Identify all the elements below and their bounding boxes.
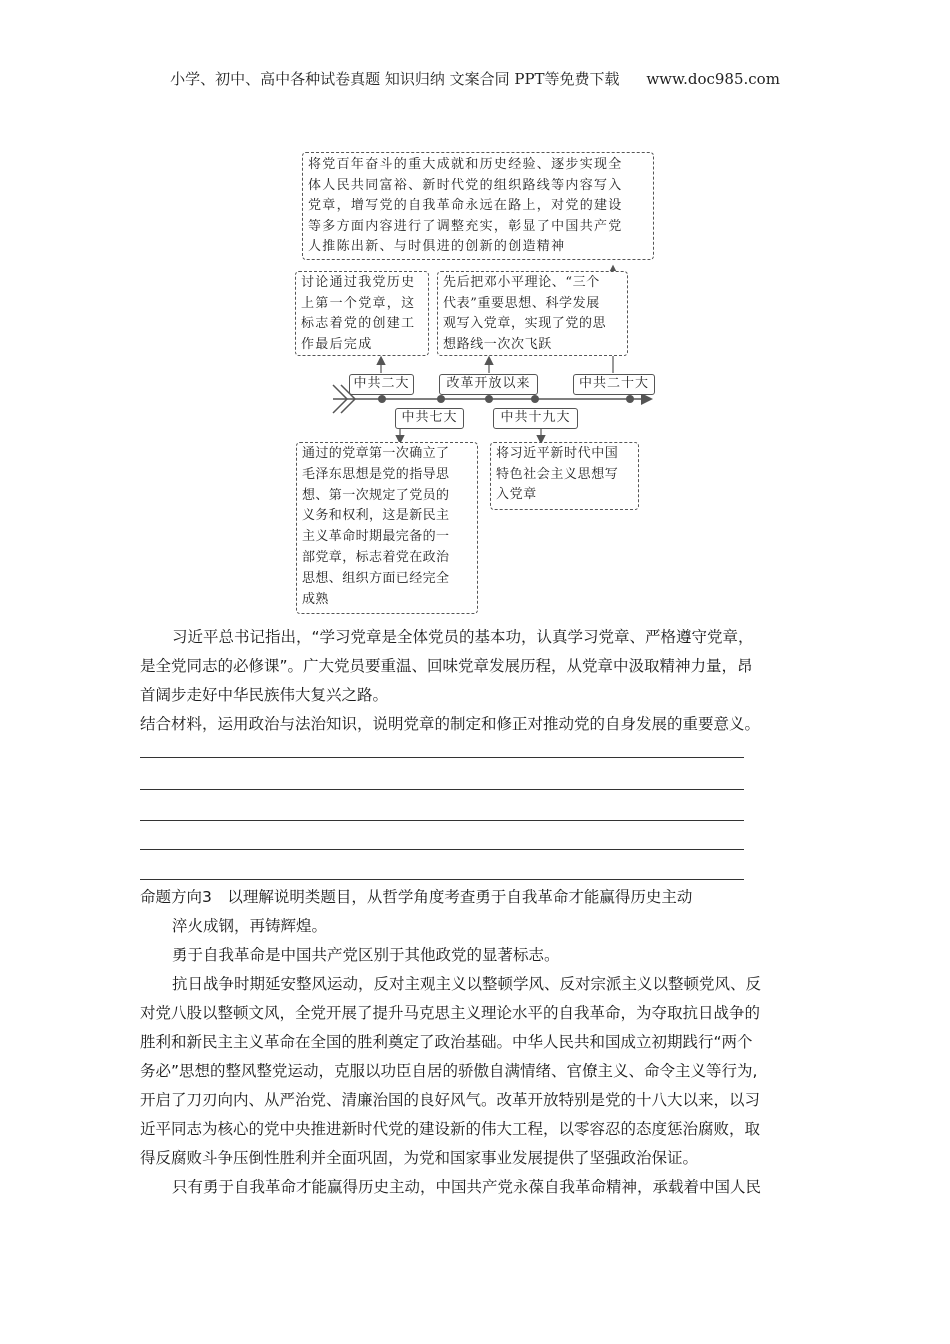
quote-paragraph: 习近平总书记指出，“学习党章是全体党员的基本功，认真学习党章、严格遵守党章， 是全党同志的必修课”。广大党员要重温、回味党章发展历程，从党章中汲取精神力量，昂 首阔步走好中华民族伟大复兴之路。 结合材料，运用政治与法治知识，说明党章的制定和修正对推动党的自身发展的重要意义。 xyxy=(140,623,820,739)
answer-line[interactable] xyxy=(140,820,744,821)
box-cpc20-content: 将党百年奋斗的重大成就和历史经验、逐步实现全 体人民共同富裕、新时代党的组织路线等内容写入 党章，增写党的自我革命永远在路上，对党的建设 等多方面内容进行了调整充实，彰显了中国共产党 人推陈出新、与时俱进的创新的创造精神 xyxy=(302,152,654,260)
answer-line[interactable] xyxy=(140,789,744,790)
timeline-dot xyxy=(531,395,539,403)
answer-line[interactable] xyxy=(140,849,744,850)
timeline-dot xyxy=(378,395,386,403)
answer-line[interactable] xyxy=(140,879,744,880)
timeline-chevron xyxy=(333,385,347,413)
section3-heading: 命题方向3 以理解说明类题目，从哲学角度考查勇于自我革命才能赢得历史主动 xyxy=(140,888,693,906)
section3-p2: 勇于自我革命是中国共产党区别于其他政党的显著标志。 xyxy=(172,946,560,964)
timeline-dot xyxy=(626,395,634,403)
answer-line[interactable] xyxy=(140,757,744,758)
label-cpc2: 中共二大 xyxy=(349,374,414,395)
timeline-dot xyxy=(485,395,493,403)
box-reform-content: 先后把邓小平理论、“三个 代表”重要思想、科学发展 观写入党章，实现了党的思 想路线一次次飞跃 xyxy=(437,271,628,356)
question-prompt: 结合材料，运用政治与法治知识，说明党章的制定和修正对推动党的自身发展的重要意义。 xyxy=(140,715,761,733)
header-url[interactable]: www.doc985.com xyxy=(646,70,780,88)
timeline-dot xyxy=(437,395,445,403)
label-reform: 改革开放以来 xyxy=(439,374,538,395)
label-cpc20: 中共二十大 xyxy=(573,374,655,395)
section3: 命题方向3 以理解说明类题目，从哲学角度考查勇于自我革命才能赢得历史主动 淬火成钢，再铸辉煌。 勇于自我革命是中国共产党区别于其他政党的显著标志。 抗日战争时期延安整风运动，反对主观主义以整顿学风、反对宗派主义以整顿党风、反 对党八股以整顿文风，全党开展了提升马克思主义理论水平的自我革命，为夺取抗日战争的 胜利和新民主主义革命在全国的胜利奠定了政治基础。中华人民共和国成立初期践行“两个 务必”思想的整风整党运动，克服以功臣自居的骄傲自满情绪、官僚主义、命令主义等行为, 开启了刀刃向内、从严治党、清廉治国的良好风气。改革开放特别是党的十八大以来，以习 近平同志为核心的党中央推进新时代党的建设新的伟大工程，以零容忍的态度惩治腐败，取 得反腐败斗争压倒性胜利并全面巩固，为党和国家事业发展提供了坚强政治保证。 只有勇于自我革命才能赢得历史主动，中国共产党永葆自我革命精神，承载着中国人民 xyxy=(140,883,820,1202)
label-cpc19: 中共十九大 xyxy=(493,408,578,429)
section3-p4: 只有勇于自我革命才能赢得历史主动，中国共产党永葆自我革命精神，承载着中国人民 xyxy=(172,1178,762,1196)
box-cpc2-content: 讨论通过我党历史 上第一个党章，这 标志着党的创建工 作最后完成 xyxy=(295,271,429,356)
label-cpc7: 中共七大 xyxy=(395,408,464,429)
box-cpc19-content: 将习近平新时代中国 特色社会主义思想写 入党章 xyxy=(490,442,639,510)
page-header xyxy=(0,68,950,89)
box-cpc7-content: 通过的党章第一次确立了 毛泽东思想是党的指导思 想、第一次规定了党员的 义务和权利，这是新民主 主义革命时期最完备的一 部党章，标志着党在政治 思想、组织方面已经完全 成熟 xyxy=(296,442,478,614)
section3-p1: 淬火成钢，再铸辉煌。 xyxy=(172,917,328,935)
header-text: 小学、初中、高中各种试卷真题 知识归纳 文案合同 PPT等免费下载 xyxy=(170,70,620,88)
